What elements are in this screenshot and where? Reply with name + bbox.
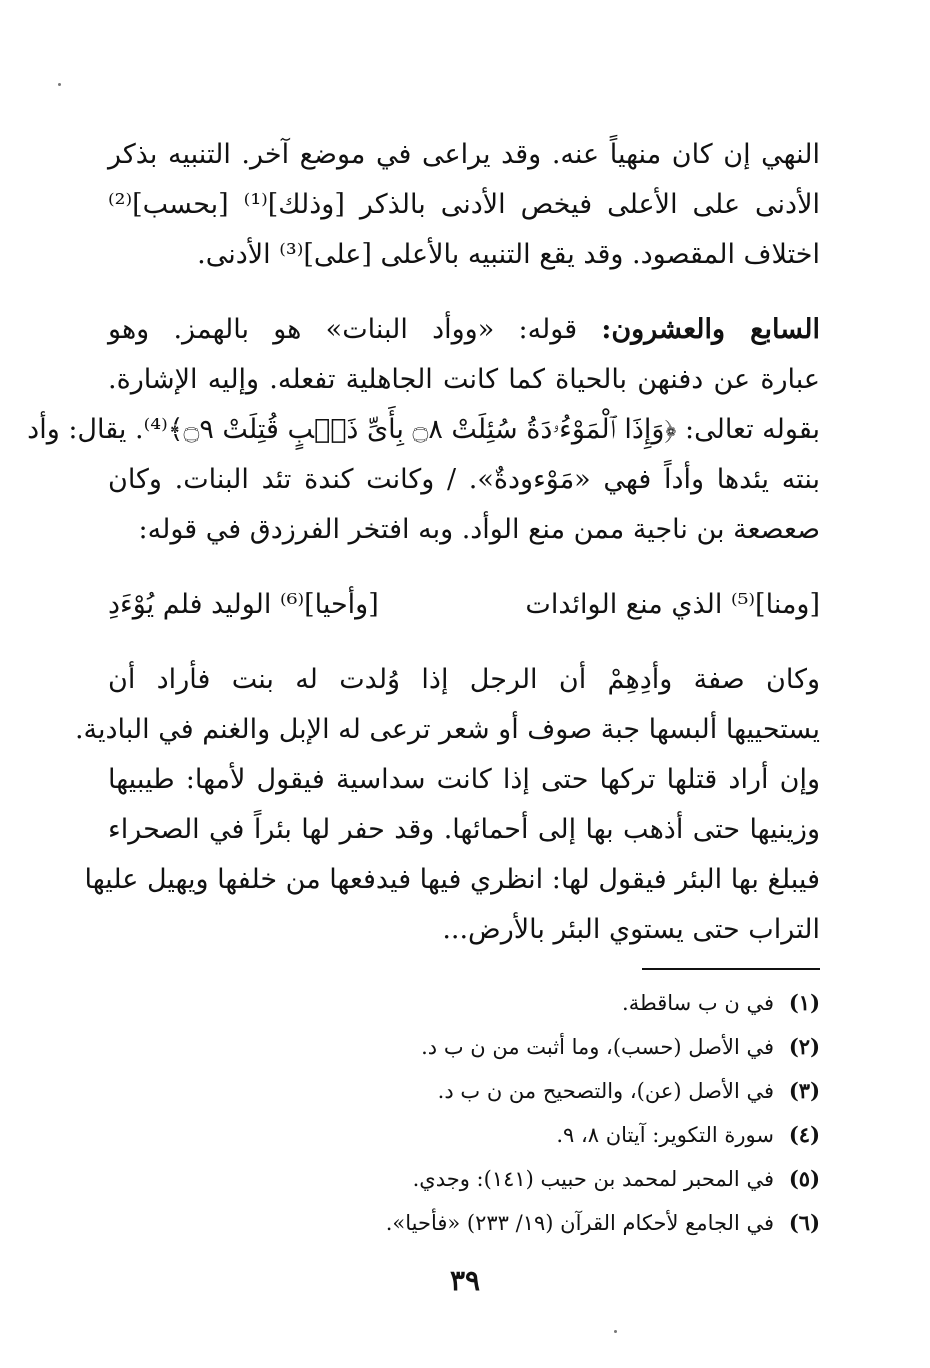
footnote-number: (٦) bbox=[788, 1210, 820, 1235]
section-heading: السابع والعشرون: bbox=[601, 314, 820, 345]
text-line: وكان صفة وأدِهِمْ أن الرجل إذا وُلدت له بنت فأراد أن bbox=[108, 664, 820, 695]
text-line: بنته يئدها وأداً فهي «مَوْءودةٌ». / وكانت كندة تئد البنات. وكان bbox=[108, 464, 820, 495]
text-line: التراب حتى يستوي البئر بالأرض... bbox=[442, 914, 820, 945]
page-number: ٣٩ bbox=[449, 1264, 481, 1297]
poetry-verse bbox=[108, 580, 820, 630]
footnote bbox=[108, 982, 820, 1024]
text-line: يستحييها ألبسها جبة صوف أو شعر ترعى له الإبل والغنم في البادية. bbox=[74, 714, 820, 745]
verse-first-hemistich: [ومنا]⁽⁵⁾ الذي منع الوائدات bbox=[525, 589, 820, 620]
footnote-number: (١) bbox=[788, 990, 820, 1015]
footnote-text: سورة التكوير: آيتان ٨، ٩. bbox=[556, 1123, 774, 1147]
text-line bbox=[108, 305, 820, 355]
footnote-text: في ن ب ساقطة. bbox=[622, 991, 774, 1015]
footnote-number: (٣) bbox=[788, 1078, 820, 1103]
text-line: وزينيها حتى أذهب بها إلى أحمائها. وقد حفر لها بئراً في الصحراء bbox=[108, 814, 820, 845]
footnote-separator bbox=[642, 968, 820, 970]
footnote-text: في الأصل (حسب)، وما أثبت من ن ب د. bbox=[421, 1035, 774, 1059]
footnote bbox=[108, 1026, 820, 1068]
footnote-number: (٥) bbox=[788, 1166, 820, 1191]
text-line: فيبلغ بها البئر فيقول لها: انظري فيها فيدفعها من خلفها ويهيل عليها bbox=[84, 864, 820, 895]
footnote-number: (٤) bbox=[788, 1122, 820, 1147]
text-line: النهي إن كان منهياً عنه. وقد يراعى في موضع آخر. التنبيه بذكر bbox=[108, 139, 820, 170]
text-line: وإن أراد قتلها تركها حتى إذا كانت سداسية فيقول لأمها: طيبيها bbox=[108, 764, 820, 795]
footnote-text: في المحبر لمحمد بن حبيب (١٤١): وجدي. bbox=[412, 1167, 774, 1191]
text-line: اختلاف المقصود. وقد يقع التنبيه بالأعلى [على]⁽³⁾ الأدنى. bbox=[197, 239, 820, 270]
footnote bbox=[108, 1070, 820, 1112]
text-line: صعصعة بن ناجية ممن منع الوأد. وبه افتخر الفرزدق في قوله: bbox=[138, 514, 820, 545]
text-line: الأدنى على الأعلى فيخص الأدنى بالذكر [وذلك]⁽¹⁾ [بحسب]⁽²⁾ bbox=[108, 189, 820, 220]
footnote bbox=[108, 1202, 820, 1244]
footnote bbox=[108, 1158, 820, 1200]
footnote-text: في الأصل (عن)، والتصحيح من ن ب د. bbox=[437, 1079, 774, 1103]
scan-speck bbox=[614, 1330, 617, 1333]
footnote-number: (٢) bbox=[788, 1034, 820, 1059]
footnote-text: في الجامع لأحكام القرآن (١٩/ ٢٣٣) «فأحيا». bbox=[385, 1211, 774, 1235]
verse-second-hemistich: [وأحيا]⁽⁶⁾ الوليد فلم يُوْءَدِ bbox=[108, 589, 379, 620]
text-span: قوله: «ووأد البنات» هو بالهمز. وهو bbox=[108, 314, 602, 345]
footnote bbox=[108, 1114, 820, 1156]
quran-verse-line: بقوله تعالى: ﴿وَإِذَا ٱلْمَوْءُۥدَةُ سُئِلَتْ ۝٨ بِأَىِّ ذَنۢبٍ قُتِلَتْ ۝٩﴾⁽⁴⁾. يقال: وأد bbox=[27, 414, 820, 445]
scan-speck bbox=[58, 83, 61, 86]
text-line: عبارة عن دفنهن بالحياة كما كانت الجاهلية تفعله. وإليه الإشارة. bbox=[108, 364, 820, 395]
